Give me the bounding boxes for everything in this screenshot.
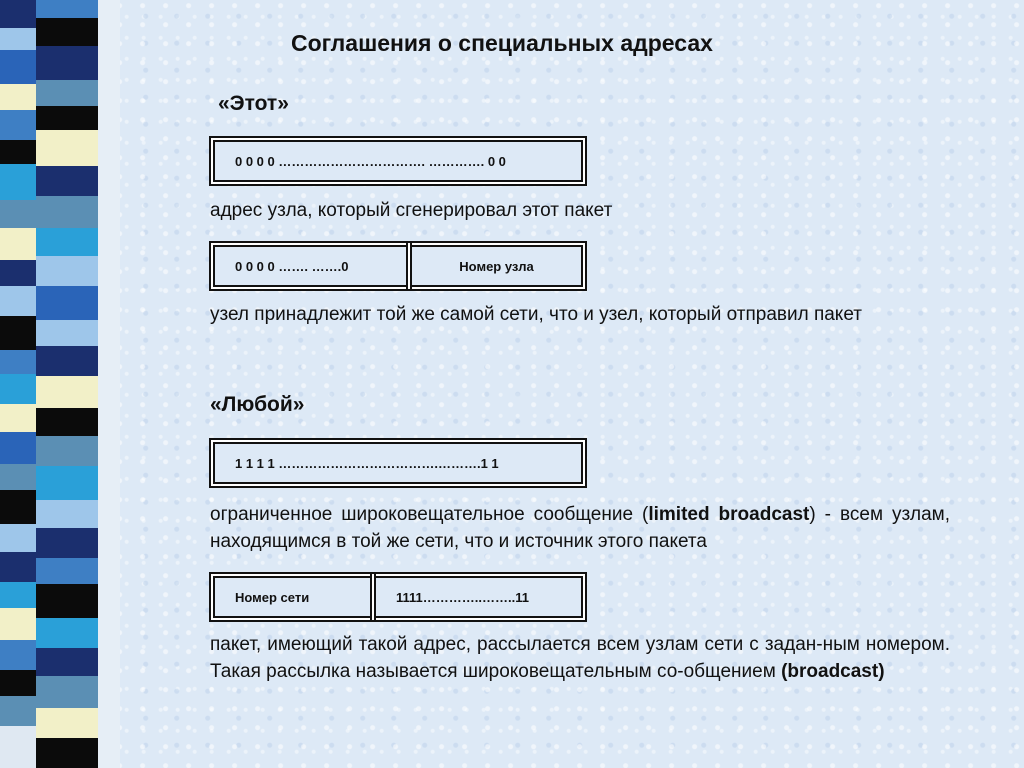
directed-broadcast-text: пакет, имеющий такой адрес, рассылается всем узлам сети с задан-ным номером. Такая рассылка называется широковещательным со-общением [210, 634, 950, 682]
address-box-host-number [209, 241, 587, 291]
decorative-stripe-bar [0, 0, 120, 768]
limited-broadcast-text-pre: ограниченное широковещательное сообщение ( [210, 504, 649, 525]
description-same-network-host: узел принадлежит той же самой сети, что и узел, который отправил пакет [210, 304, 862, 325]
address-field-zeros: 0 0 0 0 ……………………………. …………. 0 0 [235, 153, 506, 169]
address-box-all-ones [209, 438, 587, 488]
description-this-host: адрес узла, который сгенерировал этот пакет [210, 200, 613, 221]
stripe-column-middle [36, 0, 98, 768]
address-field-network-number: Номер сети [235, 589, 310, 605]
limited-broadcast-term: limited broadcast [648, 504, 810, 525]
address-box-all-zeros [209, 136, 587, 186]
address-field-host-ones: 1111…………..……..11 [370, 574, 585, 620]
address-field-net-zeros: 0 0 0 0 ……. …….0 [235, 258, 349, 274]
stripe-column-right [98, 0, 120, 768]
address-box-network-broadcast [209, 572, 587, 622]
heading-any: «Любой» [210, 393, 305, 416]
limited-broadcast-text-post: ) - всем узлам, находящимся в той же сети, что и источник этого пакета [210, 504, 950, 552]
broadcast-term: (broadcast) [781, 661, 885, 682]
description-limited-broadcast [210, 501, 950, 555]
address-field-host-number: Номер узла [406, 243, 585, 289]
address-field-ones: 1 1 1 1 ……………………………….……….1 1 [235, 455, 499, 471]
heading-this: «Этот» [218, 92, 289, 115]
slide-title: Соглашения о специальных адресах [291, 30, 713, 56]
description-directed-broadcast [210, 631, 950, 685]
stripe-column-left [0, 0, 36, 768]
